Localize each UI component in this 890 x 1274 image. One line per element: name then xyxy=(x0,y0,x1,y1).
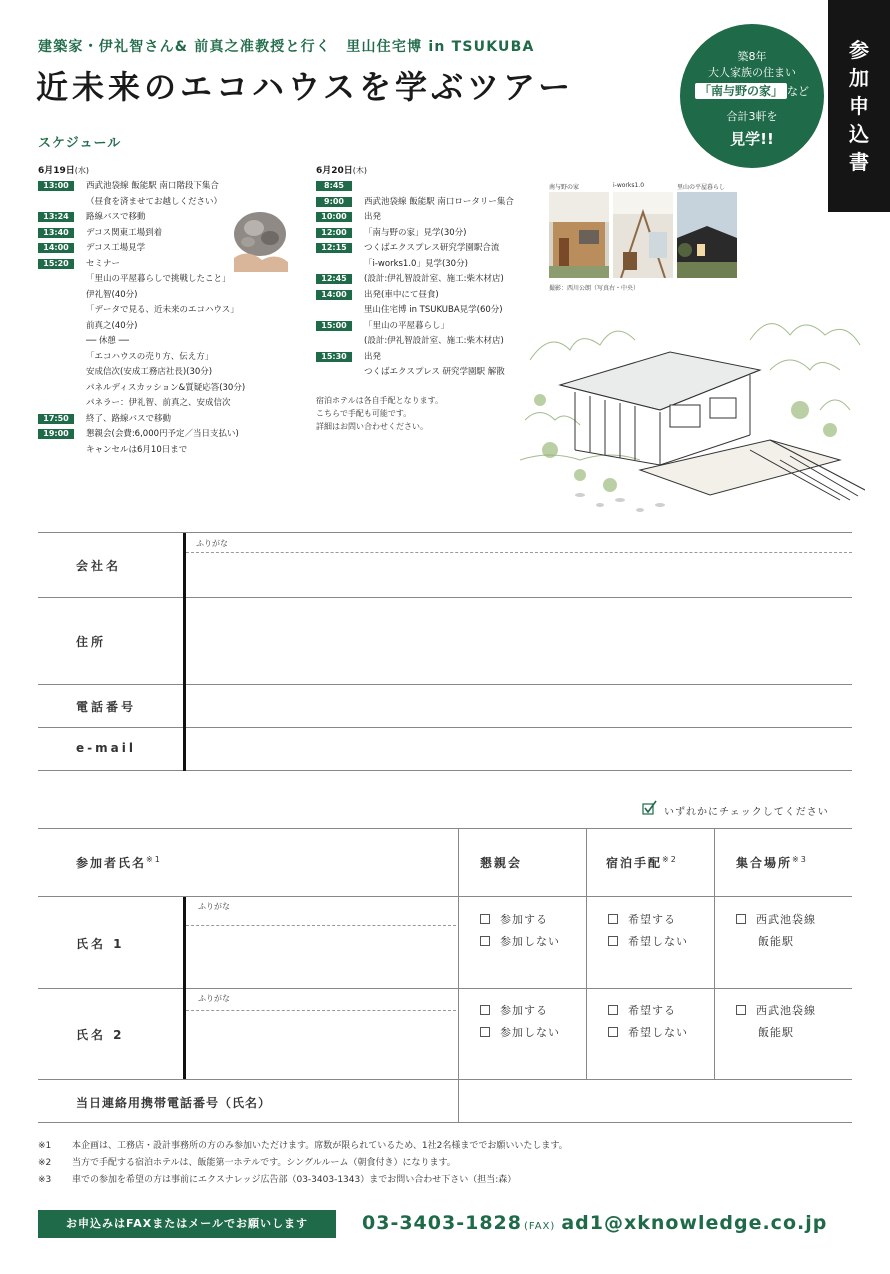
badge-line: 見学!! xyxy=(730,130,774,148)
schedule-text: 伊礼智(40分) xyxy=(86,289,138,300)
schedule-text: （昼食を済ませてお越しください） xyxy=(86,196,223,207)
contact-info xyxy=(362,1212,827,1234)
mobile-label: 当日連絡用携帯電話番号（氏名） xyxy=(76,1096,272,1110)
schedule-text: 路線バスで移動 xyxy=(86,212,146,222)
phone-field[interactable] xyxy=(190,687,848,725)
schedule-text: 「里山の平屋暮らし」 xyxy=(364,320,450,331)
time-badge: 13:00 xyxy=(38,181,74,191)
contact-email[interactable]: ad1@xknowledge.co.jp xyxy=(561,1212,828,1234)
hotel-no-option-1[interactable]: 希望しない xyxy=(608,933,688,949)
meet-option-2[interactable]: 西武池袋線 xyxy=(736,1002,816,1018)
form-line xyxy=(38,684,852,685)
email-field[interactable] xyxy=(190,730,848,768)
party-yes-option-2[interactable]: 参加する xyxy=(480,1002,548,1018)
email-label: e-mail xyxy=(76,741,136,755)
form-line xyxy=(38,828,852,829)
schedule-text: パネラー：伊礼智、前真之、安成信次 xyxy=(86,398,231,408)
badge-line: 「南与野の家」 など xyxy=(680,82,824,99)
time-badge: 12:00 xyxy=(316,228,352,238)
schedule-text: つくばエクスプレス 研究学園駅 解散 xyxy=(364,367,505,377)
badge-line: 築8年 xyxy=(737,50,767,63)
time-badge: 14:00 xyxy=(38,243,74,253)
name2-field[interactable] xyxy=(190,1013,454,1077)
name1-field[interactable] xyxy=(190,928,454,986)
house-sketch-illustration xyxy=(520,300,865,515)
schedule-text: 西武池袋線 飯能駅 南口階段下集合 xyxy=(86,181,219,191)
mobile-field[interactable] xyxy=(462,1082,848,1120)
time-badge: 14:00 xyxy=(316,290,352,300)
furigana-divider xyxy=(186,552,852,553)
meet-station-2: 飯能駅 xyxy=(758,1026,794,1039)
party-no-option-2[interactable]: 参加しない xyxy=(480,1024,560,1040)
footnote-1: ※1 本企画は、工務店・設計事務所の方のみ参加いただけます。席数が限られているため、1社2名様まででお願いいたします。 xyxy=(38,1141,568,1151)
form-divider xyxy=(183,533,186,771)
col-divider xyxy=(458,829,459,1122)
furigana-label: ふりがな xyxy=(198,994,230,1003)
apply-instruction-banner: お申込みはFAXまたはメールでお願いします xyxy=(38,1210,336,1238)
header-party: 懇親会 xyxy=(480,856,523,870)
photo-credit: 撮影：西川公朗（写真右・中央） xyxy=(549,285,640,292)
schedule-text: 「里山の平屋暮らしで挑戦したこと」 xyxy=(86,274,231,284)
furigana-label: ふりがな xyxy=(198,902,230,911)
time-badge: 8:45 xyxy=(316,181,352,191)
tab-char: 込 xyxy=(849,122,869,146)
form-line xyxy=(38,1122,852,1123)
time-badge: 10:00 xyxy=(316,212,352,222)
schedule-text: セミナー xyxy=(86,258,121,269)
meet-station-1: 飯能駅 xyxy=(758,935,794,948)
hotel-no-option-2[interactable]: 希望しない xyxy=(608,1024,688,1040)
address-field[interactable] xyxy=(190,600,848,682)
schedule-text: ── 休憩 ── xyxy=(86,336,129,346)
form-line xyxy=(38,1079,852,1080)
party-no-option-1[interactable]: 参加しない xyxy=(480,933,560,949)
hotel-note: 宿泊ホテルは各自手配となります。 こちらで手配も可能です。 詳細はお問い合わせください。 xyxy=(316,396,443,431)
name2-label: 氏名 2 xyxy=(76,1028,125,1042)
schedule-text: (設計:伊礼智設計室、施工:柴木材店) xyxy=(364,274,504,284)
company-field[interactable] xyxy=(190,555,848,595)
schedule-heading: スケジュール xyxy=(38,136,122,151)
schedule-text: 終了、路線バスで移動 xyxy=(86,413,172,424)
schedule-text: (設計:伊礼智設計室、施工:柴木材店) xyxy=(364,336,504,346)
phone-label: 電話番号 xyxy=(76,700,137,714)
insulation-photo xyxy=(228,204,292,272)
hotel-yes-option-2[interactable]: 希望する xyxy=(608,1002,676,1018)
time-badge: 12:15 xyxy=(316,243,352,253)
badge-line: 大人家族の住まい xyxy=(708,66,796,79)
form-line xyxy=(38,727,852,728)
schedule-text: 「i-works1.0」見学(30分) xyxy=(364,258,468,269)
tab-char: 書 xyxy=(849,150,869,174)
time-badge: 15:30 xyxy=(316,352,352,362)
tab-char: 申 xyxy=(849,94,869,118)
schedule-text: キャンセルは6月10日まで xyxy=(86,444,188,455)
name1-label: 氏名 1 xyxy=(76,937,125,951)
day2-date: 6月20日(木) xyxy=(316,166,368,176)
day1-date: 6月19日(水) xyxy=(38,166,90,176)
furigana-label: ふりがな xyxy=(196,539,228,548)
house-photo-minamiyono xyxy=(549,192,609,278)
hotel-yes-option-1[interactable]: 希望する xyxy=(608,911,676,927)
time-badge: 19:00 xyxy=(38,429,74,439)
form-line xyxy=(38,896,852,897)
schedule-text: 出発 xyxy=(364,212,382,222)
header-hotel: 宿泊手配$^{※2}$ xyxy=(606,855,678,870)
time-badge: 15:20 xyxy=(38,259,74,269)
time-badge: 13:24 xyxy=(38,212,74,222)
tab-char: 加 xyxy=(849,66,869,90)
schedule-text: 出発 xyxy=(364,351,382,362)
company-label: 会社名 xyxy=(76,559,122,573)
schedule-text: 「南与野の家」見学(30分) xyxy=(364,227,467,238)
schedule-text: 懇親会(会費:6,000円予定／当日支払い) xyxy=(86,429,239,439)
address-label: 住所 xyxy=(76,635,107,649)
col-divider xyxy=(714,829,715,1079)
application-form-tab xyxy=(828,0,890,212)
col-divider xyxy=(586,829,587,1079)
photo-labels: 南与野の家 i-works1.0 里山の平屋暮らし xyxy=(549,182,726,191)
badge-line: 合計3軒を xyxy=(726,110,778,123)
form-line xyxy=(38,597,852,598)
form-line xyxy=(38,770,852,771)
furigana-divider xyxy=(186,925,456,926)
time-badge: 15:00 xyxy=(316,321,352,331)
schedule-text: デコス関東工場到着 xyxy=(86,227,163,238)
form-line xyxy=(38,988,852,989)
check-instruction: いずれかにチェックしてください xyxy=(664,807,829,818)
meet-option-1[interactable]: 西武池袋線 xyxy=(736,911,816,927)
header-participant-name: 参加者氏名$^{※1}$ xyxy=(76,855,162,870)
fax-label: (FAX) xyxy=(523,1221,556,1232)
tab-char: 参 xyxy=(849,38,869,62)
furigana-divider xyxy=(186,1010,456,1011)
schedule-text: 里山住宅博 in TSUKUBA見学(60分) xyxy=(364,305,503,315)
schedule-text: つくばエクスプレス研究学園駅合流 xyxy=(364,243,500,253)
footnote-3: ※3 車での参加を希望の方は事前にエクスナレッジ広告部（03-3403-1343）までお問い合わせ下さい（担当:森） xyxy=(38,1175,517,1185)
house-photo-iworks xyxy=(613,192,673,278)
form-line xyxy=(38,532,852,533)
header-meeting-place: 集合場所$^{※3}$ xyxy=(736,855,808,870)
schedule-text: 「エコハウスの売り方、伝え方」 xyxy=(86,351,214,362)
schedule-text: 西武池袋線 飯能駅 南口ロータリー集合 xyxy=(364,196,514,207)
time-badge: 12:45 xyxy=(316,274,352,284)
schedule-text: 出発(車中にて昼食) xyxy=(364,289,439,300)
time-badge: 17:50 xyxy=(38,414,74,424)
schedule-text: デコス工場見学 xyxy=(86,243,146,253)
subtitle: 建築家・伊礼智さん& 前真之准教授と行く 里山住宅博 in TSUKUBA xyxy=(38,39,535,55)
party-yes-option-1[interactable]: 参加する xyxy=(480,911,548,927)
page-title: 近未来のエコハウスを学ぶツアー xyxy=(36,68,575,106)
schedule-text: パネルディスカッション&質疑応答(30分) xyxy=(86,382,246,393)
highlight-badge xyxy=(680,24,824,168)
time-badge: 13:40 xyxy=(38,228,74,238)
schedule-text: 安成信次(安成工務店社長)(30分) xyxy=(86,367,213,377)
time-badge: 9:00 xyxy=(316,197,352,207)
footnote-2: ※2 当方で手配する宿泊ホテルは、飯能第一ホテルです。シングルルーム（朝食付き）になります。 xyxy=(38,1158,456,1168)
schedule-text: 「データで見る、近未来のエコハウス」 xyxy=(86,305,239,315)
house-photo-satoyama xyxy=(677,192,737,278)
checkbox-checked-icon xyxy=(642,800,658,816)
schedule-text: 前真之(40分) xyxy=(86,320,138,331)
fax-number: 03-3403-1828 xyxy=(362,1212,522,1234)
